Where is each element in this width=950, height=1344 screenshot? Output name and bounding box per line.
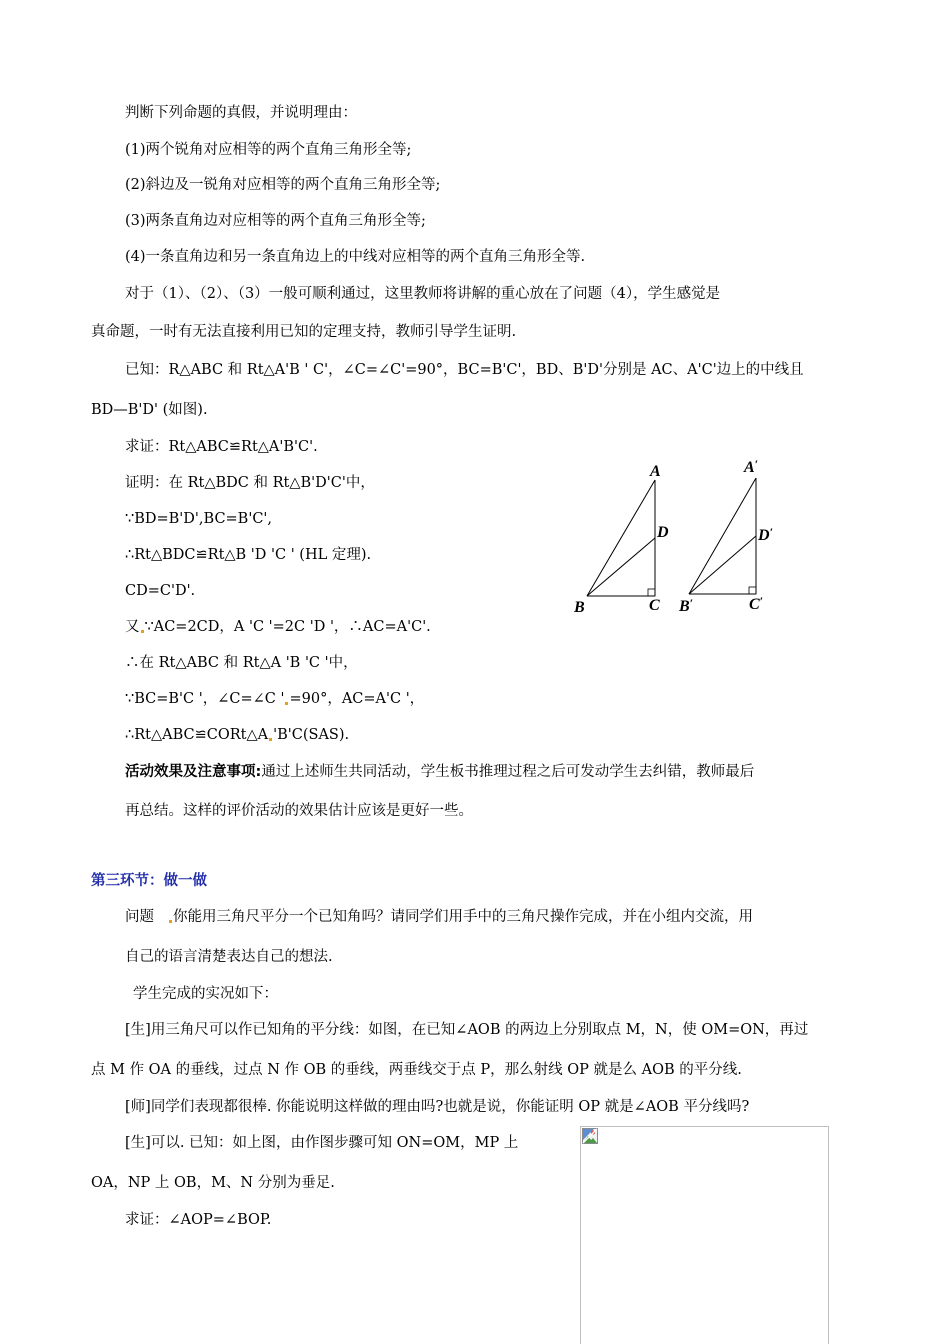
teacher-question: [师]同学们表现都很棒. 你能说明这样做的理由吗?也就是说，你能证明 OP 就是∠AOB 平分线吗? xyxy=(125,1099,750,1115)
proof-line-8-a: ∴Rt△ABC≌CORt△A xyxy=(125,727,269,743)
student-reply-cont: OA，NP 上 OB，M、N 分别为垂足. xyxy=(91,1175,335,1191)
label-B-prime: B′ xyxy=(679,596,694,615)
student-answer-cont: 点 M 作 OA 的垂线，过点 N 作 OB 的垂线，两垂线交于点 P，那么射线 OP 就是么 AOB 的平分线. xyxy=(91,1062,742,1078)
question-label: 问题 xyxy=(125,909,154,925)
anchor-mark-icon xyxy=(269,738,272,741)
activity-effect xyxy=(125,762,754,782)
proof-line-7-b: =90°，AC=A'C '， xyxy=(289,691,425,707)
activity-effect-label: 活动效果及注意事项: xyxy=(125,764,262,780)
broken-image-icon xyxy=(582,1128,598,1144)
proof-line-1: 证明：在 Rt△BDC 和 Rt△B'D'C'中， xyxy=(125,475,375,491)
image-placeholder xyxy=(580,1126,829,1344)
triangle-abc-prime xyxy=(689,478,756,594)
label-A-prime: A′ xyxy=(744,457,759,476)
question-text: 你能用三角尺平分一个已知角吗？请同学们用手中的三角尺操作完成，并在小组内交流，用 xyxy=(173,909,753,925)
label-D: D xyxy=(657,524,669,541)
paragraph-discussion-cont: 真命题，一时有无法直接利用已知的定理支持，教师引导学生证明. xyxy=(91,324,517,340)
proposition-1: (1)两个锐角对应相等的两个直角三角形全等; xyxy=(125,142,412,158)
paragraph-intro: 判断下列命题的真假，并说明理由： xyxy=(125,105,357,121)
proof-line-5 xyxy=(125,617,431,637)
prove-angle: 求证：∠AOP=∠BOP. xyxy=(125,1212,272,1228)
student-result-intro: 学生完成的实况如下： xyxy=(133,986,278,1002)
proof-line-8 xyxy=(125,725,349,745)
triangle-abc xyxy=(587,480,655,596)
anchor-mark-icon xyxy=(141,630,144,633)
student-reply: [生]可以. 已知：如上图，由作图步骤可知 ON=OM，MP 上 xyxy=(125,1135,519,1151)
proof-line-5-body: ∵AC=2CD，A 'C '=2C 'D '，∴AC=A'C'. xyxy=(144,619,431,635)
proof-line-2: ∵BD=B'D',BC=B'C', xyxy=(125,511,273,527)
triangle-figure xyxy=(560,450,790,625)
anchor-mark-icon xyxy=(169,920,172,923)
proof-line-3: ∴Rt△BDC≌Rt△B 'D 'C ' (HL 定理). xyxy=(125,547,372,563)
paragraph-discussion: 对于（1）、（2）、（3）一般可顺利通过，这里教师将讲解的重心放在了问题（4），学生感觉是 xyxy=(125,286,721,302)
proof-line-5-prefix: 又 xyxy=(125,619,140,635)
proposition-4: (4)一条直角边和另一条直角边上的中线对应相等的两个直角三角形全等. xyxy=(125,249,586,265)
proof-line-8-b: 'B'C(SAS). xyxy=(273,727,350,743)
question-line xyxy=(125,907,753,927)
label-B: B xyxy=(574,599,585,616)
activity-effect-text: 通过上述师生共同活动，学生板书推理过程之后可发动学生去纠错，教师最后 xyxy=(261,764,755,780)
proposition-2: (2)斜边及一锐角对应相等的两个直角三角形全等; xyxy=(125,177,441,193)
student-answer: [生]用三角尺可以作已知角的平分线：如图，在已知∠AOB 的两边上分别取点 M，N，使 OM=ON，再过 xyxy=(125,1022,809,1038)
given-statement: 已知：R△ABC 和 Rt△A'B ' C'，∠C=∠C'=90°，BC=B'C'，BD、B'D'分别是 AC、A'C'边上的中线且 xyxy=(125,362,804,378)
proof-line-4: CD=C'D'. xyxy=(125,583,196,599)
activity-effect-cont: 再总结。这样的评价活动的效果估计应该是更好一些。 xyxy=(125,803,473,819)
proposition-3: (3)两条直角边对应相等的两个直角三角形全等; xyxy=(125,213,426,229)
section-heading: 第三环节：做一做 xyxy=(91,873,207,889)
label-D-prime: D′ xyxy=(758,525,773,544)
proof-line-7-a: ∵BC=B'C '，∠C=∠C ' xyxy=(125,691,285,707)
label-C: C xyxy=(649,597,660,614)
proof-line-7 xyxy=(125,689,424,709)
given-statement-cont: BD—B'D' (如图). xyxy=(91,402,208,418)
question-line-cont: 自己的语言清楚表达自己的想法. xyxy=(125,949,333,965)
prove-statement: 求证：Rt△ABC≌Rt△A'B'C'. xyxy=(125,439,318,455)
label-C-prime: C′ xyxy=(749,594,764,613)
label-A: A xyxy=(650,463,661,480)
proof-line-6: ∴在 Rt△ABC 和 Rt△A 'B 'C '中， xyxy=(125,655,358,671)
